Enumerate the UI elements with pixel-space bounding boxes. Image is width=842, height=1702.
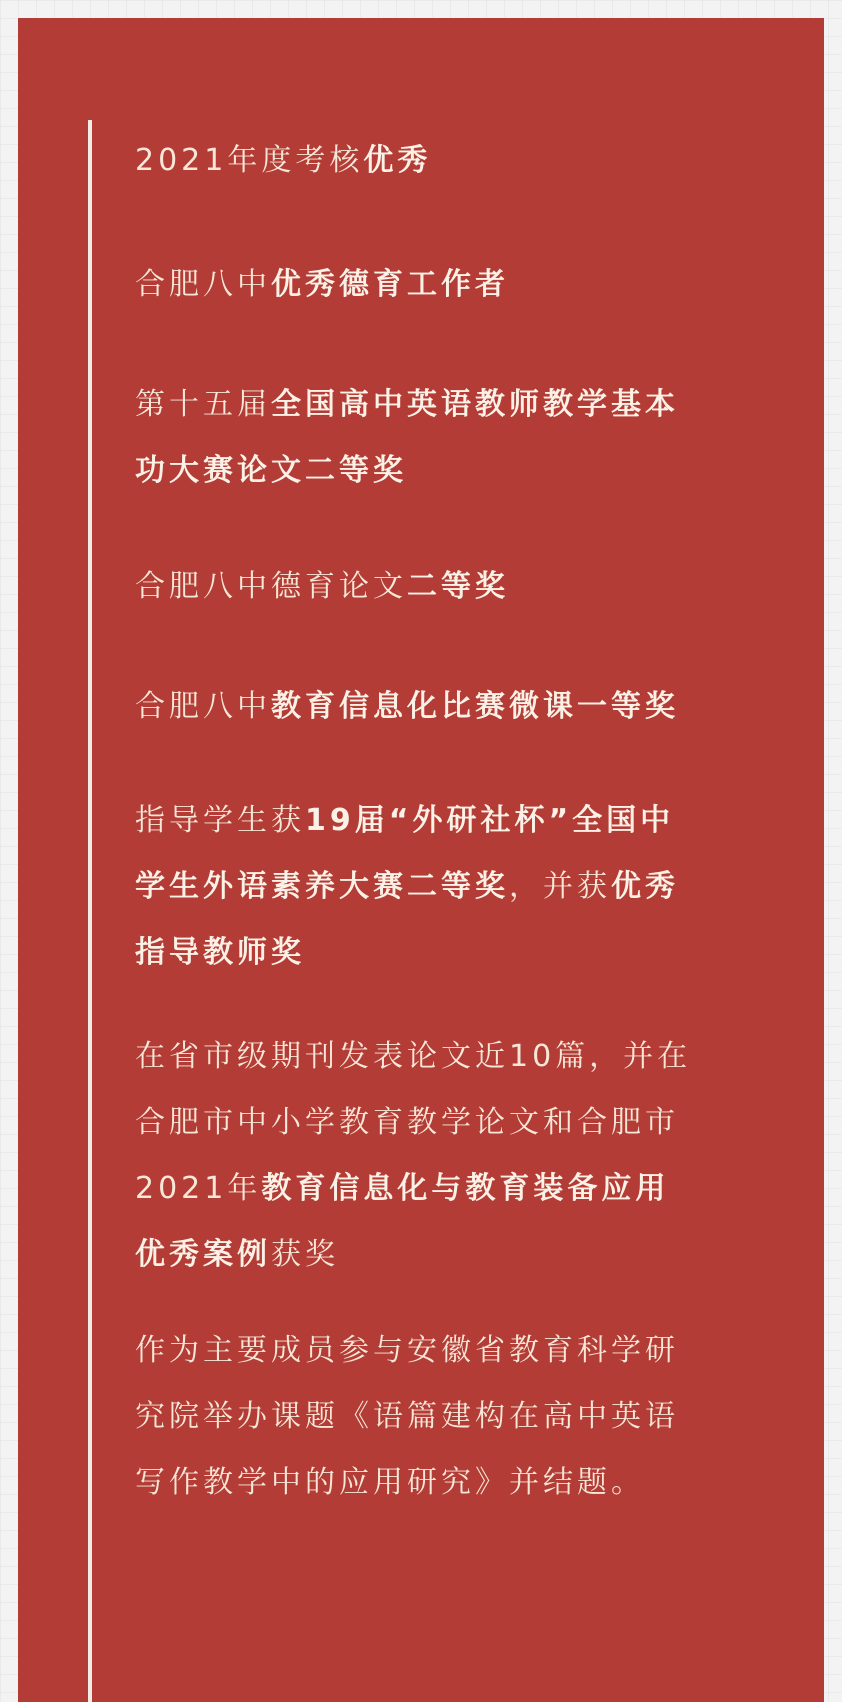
plain-text: ，并获 [509,869,611,904]
achievement-item [135,1024,765,1288]
achievement-line [135,1450,765,1516]
achievement-line [135,252,765,318]
achievement-item [135,788,765,986]
highlight-text: 优秀案例 [135,1237,271,1272]
achievement-line [135,920,765,986]
plain-text: 2021年度考核 [135,143,364,178]
plain-text: 合肥八中 [135,267,271,302]
achievement-line [135,854,765,920]
highlight-text: 优秀 [363,143,432,178]
achievement-line [135,788,765,854]
vertical-divider [88,120,92,1702]
achievement-item [135,674,765,740]
highlight-text: 教育信息化比赛微课一等奖 [271,689,679,724]
achievement-line [135,1318,765,1384]
achievement-item [135,252,765,318]
achievement-line [135,1384,765,1450]
highlight-text: 全国高中英语教师教学基本 [271,387,679,422]
achievement-item [135,372,765,504]
achievement-item [135,128,765,194]
plain-text: 合肥八中德育论文 [135,569,407,604]
highlight-text: 19届“外研社杯”全国中 [305,803,675,838]
achievement-line [135,128,765,194]
plain-text: 究院举办课题《语篇建构在高中英语 [135,1399,679,1434]
achievement-line [135,1090,765,1156]
achievement-line [135,1024,765,1090]
achievement-line [135,438,765,504]
plain-text: 获奖 [271,1237,339,1272]
highlight-text: 学生外语素养大赛二等奖 [135,869,509,904]
content-panel [18,18,824,1702]
highlight-text: 二等奖 [407,569,509,604]
plain-text: 第十五届 [135,387,271,422]
achievement-line [135,372,765,438]
achievement-item [135,1318,765,1516]
plain-text: 作为主要成员参与安徽省教育科学研 [135,1333,679,1368]
plain-text: 合肥市中小学教育教学论文和合肥市 [135,1105,679,1140]
achievement-item [135,554,765,620]
achievement-line [135,674,765,740]
highlight-text: 指导教师奖 [135,935,305,970]
highlight-text: 优秀 [611,869,679,904]
achievement-line [135,554,765,620]
plain-text: 在省市级期刊发表论文近10篇，并在 [135,1039,692,1074]
highlight-text: 优秀德育工作者 [271,267,509,302]
plain-text: 写作教学中的应用研究》并结题。 [135,1465,645,1500]
highlight-text: 教育信息化与教育装备应用 [261,1171,670,1206]
achievement-line [135,1222,765,1288]
plain-text: 2021年 [135,1171,262,1206]
highlight-text: 功大赛论文二等奖 [135,453,407,488]
achievement-line [135,1156,765,1222]
plain-text: 指导学生获 [135,803,305,838]
plain-text: 合肥八中 [135,689,271,724]
